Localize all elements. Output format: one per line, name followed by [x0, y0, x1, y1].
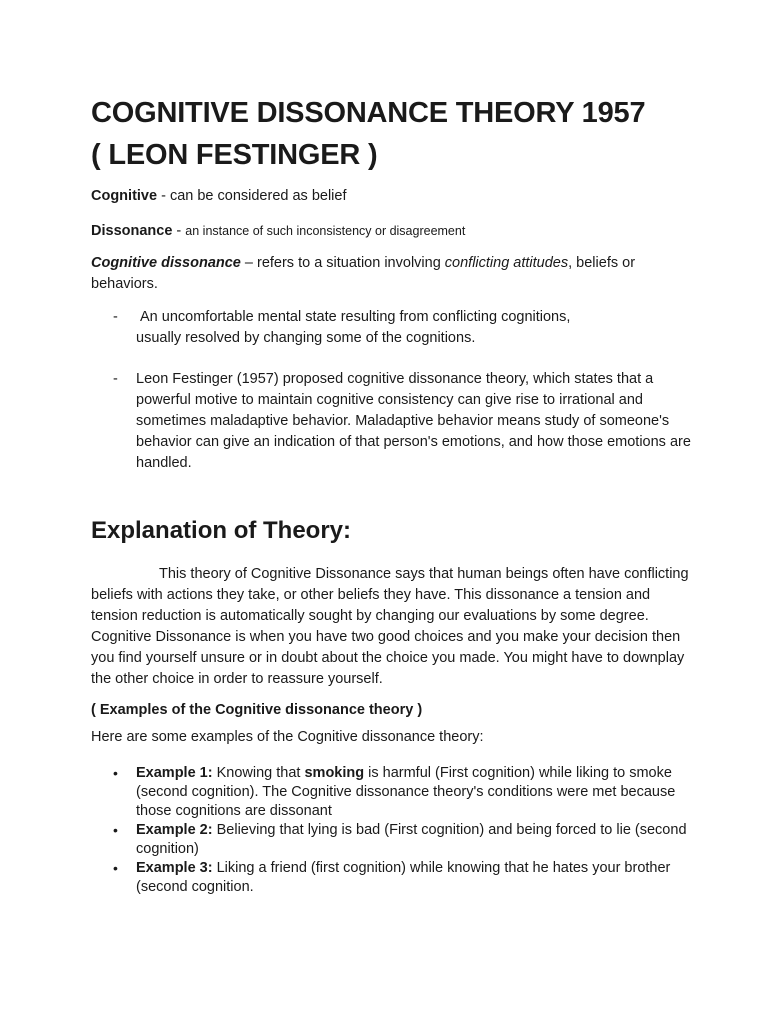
term-cognitive-dissonance: Cognitive dissonance	[91, 255, 241, 271]
definition-cognitive-dissonance	[91, 253, 691, 295]
dash-item-1	[91, 307, 691, 349]
examples-intro: Here are some examples of the Cognitive dissonance theory:	[91, 729, 484, 745]
list-item	[91, 821, 691, 859]
def-cd-b: , beliefs or behaviors.	[91, 255, 636, 292]
definition-dissonance	[91, 221, 465, 242]
example-text-pre: Believing that lying is bad (First cognition) and being forced to lie (second cognition)	[136, 822, 687, 857]
bullet-icon: •	[113, 860, 118, 876]
term-cognitive: Cognitive	[91, 188, 158, 204]
bullet-icon: •	[113, 765, 118, 781]
dash-mark: -	[113, 371, 118, 387]
examples-list	[91, 764, 691, 897]
dash-item-text: An uncomfortable mental state resulting from conflicting cognitions,	[140, 309, 571, 325]
term-dissonance: Dissonance	[91, 223, 173, 239]
example-text-pre: Knowing that	[212, 765, 305, 781]
def-cd-a: – refers to a situation involving	[240, 255, 445, 271]
example-label: Example 2:	[136, 822, 213, 838]
dash-item-text: Leon Festinger (1957) proposed cognitive dissonance theory, which states that a powerful motive to maintain cognitive consistency can give rise to irrational and sometimes maladaptive behavior. Maladaptive behavior means study of someone's behavior can give an indication of that person's emotions, and how those emotions are handled.	[136, 371, 691, 471]
paragraph-text: This theory of Cognitive Dissonance says that human beings often have conflicting beliefs with actions they take, or other beliefs they have. This dissonance a tension and tension reduction is automatically sought by changing our evaluations by some degree. Cognitive Dissonance is when you have two good choices and you make your decision then you find yourself unsure or in doubt about the choice you made. You might have to downplay the other choice in order to reassure yourself.	[91, 566, 689, 687]
def-cd-italic: conflicting attitudes	[444, 255, 569, 271]
dash-item-text-2: usually resolved by changing some of the cognitions.	[136, 330, 476, 346]
example-label: Example 1:	[136, 765, 213, 781]
def-cognitive: - can be considered as belief	[157, 188, 347, 204]
list-item	[91, 764, 691, 821]
bullet-icon: •	[113, 822, 118, 838]
def-dissonance: an instance of such inconsistency or disagreement	[185, 224, 466, 238]
examples-heading: ( Examples of the Cognitive dissonance theory )	[91, 702, 423, 718]
definition-cognitive	[91, 186, 346, 207]
example-label: Example 3:	[136, 860, 213, 876]
document-title	[91, 92, 731, 176]
title-line-1: COGNITIVE DISSONANCE THEORY 1957	[91, 97, 646, 129]
dash-item-2	[91, 369, 691, 474]
section-heading: Explanation of Theory:	[91, 517, 352, 544]
explanation-paragraph	[91, 564, 691, 690]
dash-mark: -	[113, 309, 118, 325]
example-text-post: is harmful (First cognition) while liking to smoke (second cognition). The Cognitive dissonance theory's conditions were met because those cognitions are dissonant	[136, 765, 676, 819]
def-dissonance-sep: -	[172, 223, 186, 239]
title-line-2: ( LEON FESTINGER )	[91, 139, 378, 171]
list-item	[91, 859, 691, 897]
example-text-pre: Liking a friend (first cognition) while knowing that he hates your brother (second cognition.	[136, 860, 671, 895]
example-text-bold: smoking	[304, 765, 365, 781]
